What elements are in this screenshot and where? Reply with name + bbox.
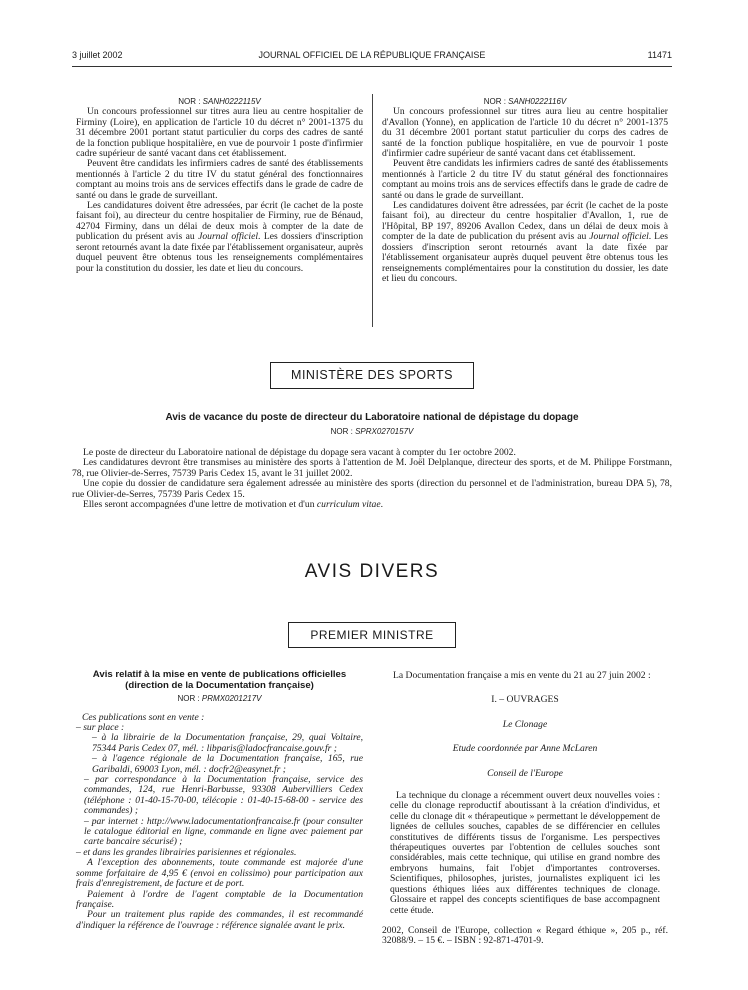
list-item: Ces publications sont en vente : [82,711,205,723]
list-item: – sur place : [76,722,125,733]
notice-ouvrages [382,671,668,947]
list-item: – à la librairie de la Documentation française, 29, quai Voltaire, 75344 Paris Cedex 07, mél. : libparis@ladocfrancaise.gouv.fr ; [92,732,363,754]
nor-reference: NOR : PRMX0201217V [177,694,262,704]
paragraph: Pour un traitement plus rapide des commandes, il est recommandé d'indiquer la référence de l'ouvrage : référence signalée avant le prix. [76,909,363,931]
paragraph: Le poste de directeur du Laboratoire national de dépistage du dopage sera vacant à compter du 1er octobre 2002. [83,447,516,458]
paragraph: Paiement à l'ordre de l'agent comptable de la Documentation française. [76,888,363,910]
notice-publications [76,670,363,931]
paragraph: A l'exception des abonnements, toute commande est majorée d'une somme forfaitaire de 4,95 € (envoi en colissimo) pour participation aux frais d'enregistrement, de facture et de port. [76,857,363,890]
list-item: – par internet : http://www.ladocumentationfrancaise.fr (pour consulter le catalogue éditorial en ligne, commande en ligne avec paiement par carte bancaire sécurisé) ; [84,815,363,848]
book-description: La technique du clonage a récemment ouvert deux nouvelles voies : celle du clonage reproductif aboutissant à la création d'individus, et celle du clonage dit « thérapeutique » permettant le développement de lignées de cellules souches, capables de se différencier en cellules constitutives de différents tissus de l'organisme. Les perspectives thérapeutiques ouvertes par l'obtention de cellules souches sont considérables, mais cette technique, qui utilise en grand nombre des embryons humains, fait l'objet d'importantes controverses. Scientifiques, philosophes, juristes, journalistes expliquent ici les questions éthiques liées aux différentes techniques de clonage. Glossaire et rappel des concepts scientifiques de base accompagnent cette étude. [390,790,660,916]
sports-notice-title: Avis de vacance du poste de directeur du Laboratoire national de dépistage du dopage [165,412,579,423]
notice-firminy [76,97,363,274]
publications-title: Avis relatif à la mise en vente de publications officielles (direction de la Documentation française) [92,669,347,691]
sports-notice-body [72,448,672,510]
page-header [72,50,672,64]
header-rule [72,66,672,67]
paragraph: Peuvent être candidats les infirmiers cadres de santé des établissements mentionnés à l'article 2 du titre IV du statut général des fonctionnaires comptant au moins trois ans de services effectifs dans le grade de cadre de santé ou dans le grade de surveillant. [76,158,363,201]
nor-reference: NOR : SANH0222115V [178,97,261,106]
avis-divers-heading: AVIS DIVERS [304,561,440,582]
paragraph: Elles seront accompagnées d'une lettre de motivation et d'un curriculum vitae. [83,499,383,511]
list-item: – et dans les grandes librairies parisiennes et régionales. [76,846,297,858]
paragraph: Une copie du dossier de candidature sera également adressée au ministère des sports (direction du personnel et de l'administration, bureau DPA 5), 78, rue Olivier-de-Serres, 75739 Paris Cedex 15. [72,478,672,500]
paragraph: La Documentation française a mis en vente du 21 au 27 juin 2002 : [393,670,651,681]
paragraph: Les candidatures doivent être adressées, par écrit (le cachet de la poste faisant foi), au directeur du centre hospitalier de Firminy, rue de Bénaud, 42704 Firminy, dans un délai de deux mois à compter de la date de publication du présent avis au Journal officiel. Les dossiers d'inscription seront retournés avant la date fixée par l'établissement organisateur, auprès duquel peuvent être obtenus tous les renseignements complémentaires pour la constitution du dossier, les date et lieu du concours. [76,200,364,274]
sales-points [76,713,363,932]
paragraph: Un concours professionnel sur titres aura lieu au centre hospitalier de Firminy (Loire), en application de l'article 10 du décret n° 2001-1375 du 31 décembre 2001 portant statut particulier du corps des cadres de santé de la fonction publique hospitalière, en vue de pourvoir 1 poste d'infirmier cadre supérieur de santé vacant dans cet établissement. [76,106,363,160]
book-publisher: Conseil de l'Europe [487,767,563,779]
ministry-sports-heading: MINISTÈRE DES SPORTS [270,362,474,389]
paragraph: Un concours professionnel sur titres aura lieu au centre hospitalier d'Avallon (Yonne), en application de l'article 10 du décret n° 2001-1375 du 31 décembre 2001 portant statut particulier du corps des cadres de santé de la fonction publique hospitalière, en vue de pourvoir 1 poste d'infirmier cadre supérieur de santé vacant dans cet établissement. [382,106,668,160]
header-date: 3 juillet 2002 [72,50,123,60]
nor-reference: NOR : SANH0222116V [483,97,567,106]
book-title: Le Clonage [502,718,548,730]
book-subtitle: Etude coordonnée par Anne McLaren [452,743,598,755]
section-heading: I. – OUVRAGES [491,694,559,706]
nor-reference: NOR : SPRX0270157V [330,427,414,436]
paragraph: Peuvent être candidats les infirmiers cadres de santé des établissements mentionnés à l'article 2 du titre IV du statut général des fonctionnaires comptant au moins trois ans de services effectifs dans le grade de cadre de santé ou dans le grade de surveillant. [382,158,668,201]
list-item: – à l'agence régionale de la Documentation française, 165, rue Garibaldi, 69003 Lyon, mél. : docfr2@easynet.fr ; [92,753,363,775]
header-page-number: 11471 [647,50,672,60]
paragraph: Les candidatures devront être transmises au ministère des sports à l'attention de M. Joël Delplanque, directeur des sports, et de M. Philippe Forstmann, 78, rue Olivier-de-Serres, 75739 Paris Cedex 15, avant le 31 juillet 2002. [72,457,672,479]
header-journal-title: JOURNAL OFFICIEL DE LA RÉPUBLIQUE FRANÇAISE [258,50,486,60]
list-item: – par correspondance à la Documentation française, service des commandes, 124, rue Henri-Barbusse, 93308 Aubervilliers Cedex (téléphone : 01-40-15-70-00, télécopie : 01-40-15-68-00 - service des commandes) ; [84,774,363,817]
paragraph: Les candidatures doivent être adressées, par écrit (le cachet de la poste faisant foi), au directeur du centre hospitalier d'Avallon, 1, rue de l'Hôpital, BP 197, 89206 Avallon Cedex, dans un délai de deux mois à compter de la date de publication du présent avis au Journal officiel. Les dossiers d'inscription seront retournés avant la date fixée par l'établissement organisateur auprès duquel peuvent être obtenus tous les renseignements complémentaires pour la constitution du dossier, les date et lieu du concours. [382,200,669,284]
column-divider [372,94,373,327]
book-reference: 2002, Conseil de l'Europe, collection « Regard éthique », 205 p., réf. 32088/9. – 15 €. – ISBN : 92-871-4701-9. [382,924,668,947]
premier-ministre-heading: PREMIER MINISTRE [288,622,456,648]
notice-avallon [382,97,668,284]
